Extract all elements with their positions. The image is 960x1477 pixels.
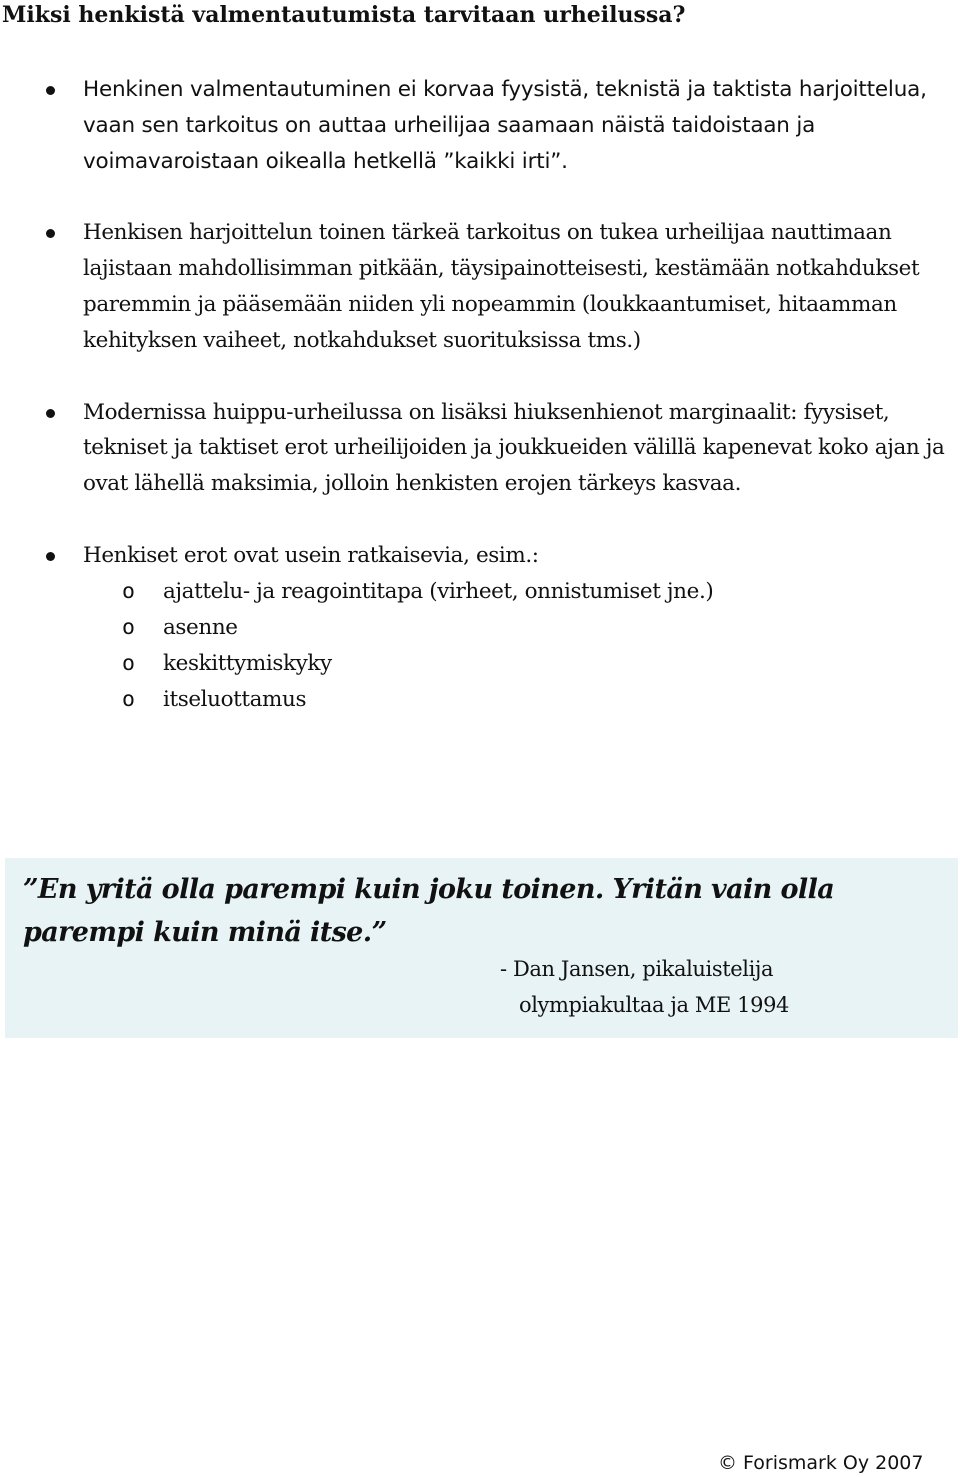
sub-bullet-list — [83, 574, 950, 718]
footer-text: Forismark Oy 2007 — [743, 1452, 924, 1474]
copyright-icon: © — [718, 1452, 737, 1474]
bullet-item-4 — [0, 538, 960, 718]
sub-item-text: keskittymiskyky — [163, 650, 332, 676]
bullet-dot-icon — [46, 409, 55, 418]
quote-attribution — [500, 951, 789, 1023]
sub-list-item — [0, 682, 950, 718]
sub-bullet-marker: o — [122, 614, 135, 640]
bullet-item-2 — [0, 215, 960, 358]
sub-list-item — [0, 646, 950, 682]
bullet-item-3 — [0, 395, 960, 502]
quote-text: ”En yritä olla parempi kuin joku toinen. Yritän vain olla parempi kuin minä itse.” — [23, 874, 835, 948]
bullet-text: Henkiset erot ovat usein ratkaisevia, esim.: — [83, 542, 539, 568]
bullet-text: Henkinen valmentautuminen ei korvaa fyysistä, teknistä ja taktista harjoittelua, vaan sen tarkoitus on auttaa urheilijaa saamaan näistä taidoistaan ja voimavaroistaan oikealla hetkellä ”kaikki irti”. — [83, 77, 927, 174]
bullet-text: Modernissa huippu-urheilussa on lisäksi hiuksenhienot marginaalit: fyysiset, tekniset ja taktiset erot urheilijoiden ja joukkueiden välillä kapenevat koko ajan ja ovat lähellä maksimia, jolloin henkisten erojen tärkeys kasvaa. — [83, 399, 945, 497]
page-title: Miksi henkistä valmentautumista tarvitaan urheilussa? — [2, 2, 686, 28]
bullet-dot-icon — [46, 552, 55, 561]
sub-bullet-marker: o — [122, 578, 135, 604]
bullet-dot-icon — [46, 229, 55, 238]
quote-box — [5, 858, 958, 1038]
bullet-item-1 — [0, 72, 960, 179]
sub-item-text: itseluottamus — [163, 686, 307, 712]
bullet-list — [0, 72, 960, 754]
attribution-line-1: - Dan Jansen, pikaluistelija — [500, 957, 774, 981]
sub-list-item — [0, 574, 950, 610]
sub-item-text: ajattelu- ja reagointitapa (virheet, onnistumiset jne.) — [163, 578, 714, 604]
bullet-dot-icon — [46, 86, 55, 95]
bullet-text: Henkisen harjoittelun toinen tärkeä tarkoitus on tukea urheilijaa nauttimaan lajistaan mahdollisimman pitkään, täysipainotteisesti, kestämään notkahdukset paremmin ja pääsemään niiden yli nopeammin (loukkaantumiset, hitaamman kehityksen vaiheet, notkahdukset suorituksissa tms.) — [83, 220, 920, 353]
footer-copyright — [718, 1450, 923, 1476]
sub-list-item — [0, 610, 950, 646]
attribution-line-2: olympiakultaa ja ME 1994 — [519, 993, 789, 1017]
sub-item-text: asenne — [163, 614, 238, 640]
sub-bullet-marker: o — [122, 686, 135, 712]
sub-bullet-marker: o — [122, 650, 135, 676]
